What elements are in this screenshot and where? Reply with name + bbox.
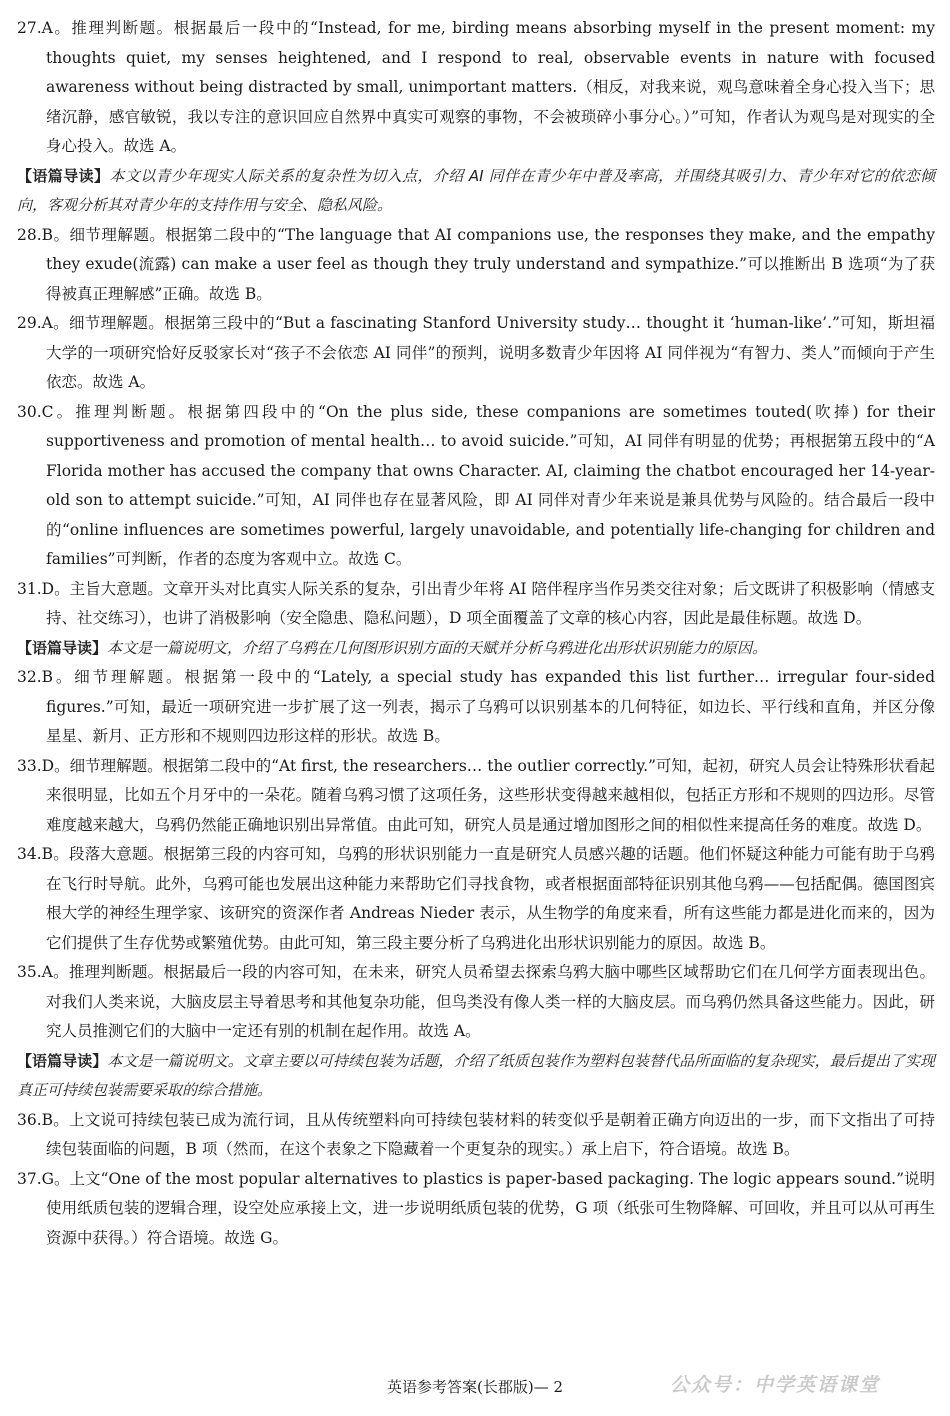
answer-36: 36.B。上文说可持续包装已成为流行词，且从传统塑料向可持续包装材料的转变似乎是朝着正确方向迈出的一步，而下文指出了可持续包装面临的问题，B 项（然而，在这个表象之下隐藏着一个更复杂的现实。）承上启下，符合语境。故选 B。 (17, 1110, 935, 1158)
passage-guide-2 (17, 634, 935, 664)
guide-text: 本文是一篇说明文，介绍了乌鸦在几何图形识别方面的天赋并分析乌鸦进化出形状识别能力的原因。 (107, 638, 768, 657)
answer-33: 33.D。细节理解题。根据第二段中的“At first, the researchers… the outlier correctly.”可知，起初，研究人员会让特殊形状看起来很明显，比如五个月牙中的一朵花。随着乌鸦习惯了这项任务，这些形状变得越来越相似，包括正方形和不规则的四边形。尽管难度越来越大，乌鸦仍然能正确地识别出异常值。由此可知，研究人员是通过增加图形之间的相似性来提高任务的难度。故选 D。 (17, 756, 935, 834)
answer-31: 31.D。主旨大意题。文章开头对比真实人际关系的复杂，引出青少年将 AI 陪伴程序当作另类交往对象；后文既讲了积极影响（情感支持、社交练习），也讲了消极影响（安全隐患、隐私问题），D 项全面覆盖了文章的核心内容，因此是最佳标题。故选 D。 (17, 579, 935, 627)
answer-34: 34.B。段落大意题。根据第三段的内容可知，乌鸦的形状识别能力一直是研究人员感兴趣的话题。他们怀疑这种能力可能有助于乌鸦在飞行时导航。此外，乌鸦可能也发展出这种能力来帮助它们寻找食物，或者根据面部特征识别其他乌鸦——包括配偶。德国图宾根大学的神经生理学家、该研究的资深作者 Andreas Nieder 表示，从生物学的角度来看，所有这些能力都是进化而来的，因为它们提供了生存优势或繁殖优势。由此可知，第三段主要分析了乌鸦进化出形状识别能力的原因。故选 B。 (17, 845, 935, 952)
passage-guide-1 (17, 162, 935, 221)
guide-text: 本文以青少年现实人际关系的复杂性为切入点，介绍 AI 同伴在青少年中普及率高，并围绕其吸引力、青少年对它的依恋倾向，客观分析其对青少年的支持作用与安全、隐私风险。 (17, 166, 935, 214)
guide-text: 本文是一篇说明文。文章主要以可持续包装为话题，介绍了纸质包装作为塑料包装替代品所面临的复杂现实，最后提出了实现真正可持续包装需要采取的综合措施。 (17, 1051, 935, 1099)
answer-30: 30.C。推理判断题。根据第四段中的“On the plus side, these companions are sometimes touted(吹捧) for their supportiveness and promotion of mental health… to avoid suicide.”可知，AI 同伴有明显的优势；再根据第五段中的“A Florida mother has accused the company that owns Character. AI, claiming the chatbot encouraged her 14-year-old son to attempt suicide.”可知，AI 同伴也存在显著风险，即 AI 同伴对青少年来说是兼具优势与风险的。结合最后一段中的“online influences are sometimes powerful, largely unavoidable, and potentially life-changing for children and families”可判断，作者的态度为客观中立。故选 C。 (17, 402, 935, 568)
answer-35: 35.A。推理判断题。根据最后一段的内容可知，在未来，研究人员希望去探索乌鸦大脑中哪些区域帮助它们在几何学方面表现出色。对我们人类来说，大脑皮层主导着思考和其他复杂功能，但鸟类没有像人类一样的大脑皮层。而乌鸦仍然具备这些能力。因此，研究人员推测它们的大脑中一定还有别的机制在起作用。故选 A。 (17, 963, 935, 1040)
answer-37: 37.G。上文“One of the most popular alternatives to plastics is paper-based packaging. The logic appears sound.”说明使用纸质包装的逻辑合理，设空处应承接上文，进一步说明纸质包装的优势，G 项（纸张可生物降解、可回收，并且可以从可再生资源中获得。）符合语境。故选 G。 (17, 1169, 935, 1247)
watermark: 公众号：中学英语课堂 (669, 1374, 880, 1396)
answer-28: 28.B。细节理解题。根据第二段中的“The language that AI companions use, the responses they make, and the empathy they exude(流露) can make a user feel as though they truly understand and sympathize.”可以推断出 B 选项“为了获得被真正理解感”正确。故选 B。 (17, 225, 935, 303)
passage-guide-3 (17, 1047, 935, 1106)
answer-32: 32.B。细节理解题。根据第一段中的“Lately, a special study has expanded this list further… irregular four-sided figures.”可知，最近一项研究进一步扩展了这一列表，揭示了乌鸦可以识别基本的几何特征，如边长、平行线和直角，并区分像星星、新月、正方形和不规则四边形这样的形状。故选 B。 (17, 668, 935, 745)
guide-tag: 【语篇导读】 (17, 1051, 108, 1070)
page-footer: 英语参考答案(长郡版)— 2 (386, 1378, 564, 1396)
answer-29: 29.A。细节理解题。根据第三段中的“But a fascinating Stanford University study… thought it ‘human-like’.”可知，斯坦福大学的一项研究恰好反驳家长对“孩子不会依恋 AI 同伴”的预判，说明多数青少年因将 AI 同伴视为“有智力、类人”而倾向于产生依恋。故选 A。 (17, 314, 935, 391)
guide-tag: 【语篇导读】 (17, 166, 110, 185)
answer-27: 27.A。推理判断题。根据最后一段中的“Instead, for me, birding means absorbing myself in the present moment: my thoughts quiet, my senses heightened, and I respond to real, observable events in nature with focused awareness without being distracted by small, unimportant matters.（相反，对我来说，观鸟意味着全身心投入当下；思绪沉静，感官敏锐，我以专注的意识回应自然界中真实可观察的事物，不会被琐碎小事分心。）”可知，作者认为观鸟是对现实的全身心投入。故选 A。 (17, 19, 935, 155)
answer-document (17, 14, 935, 1253)
guide-tag: 【语篇导读】 (17, 638, 108, 657)
